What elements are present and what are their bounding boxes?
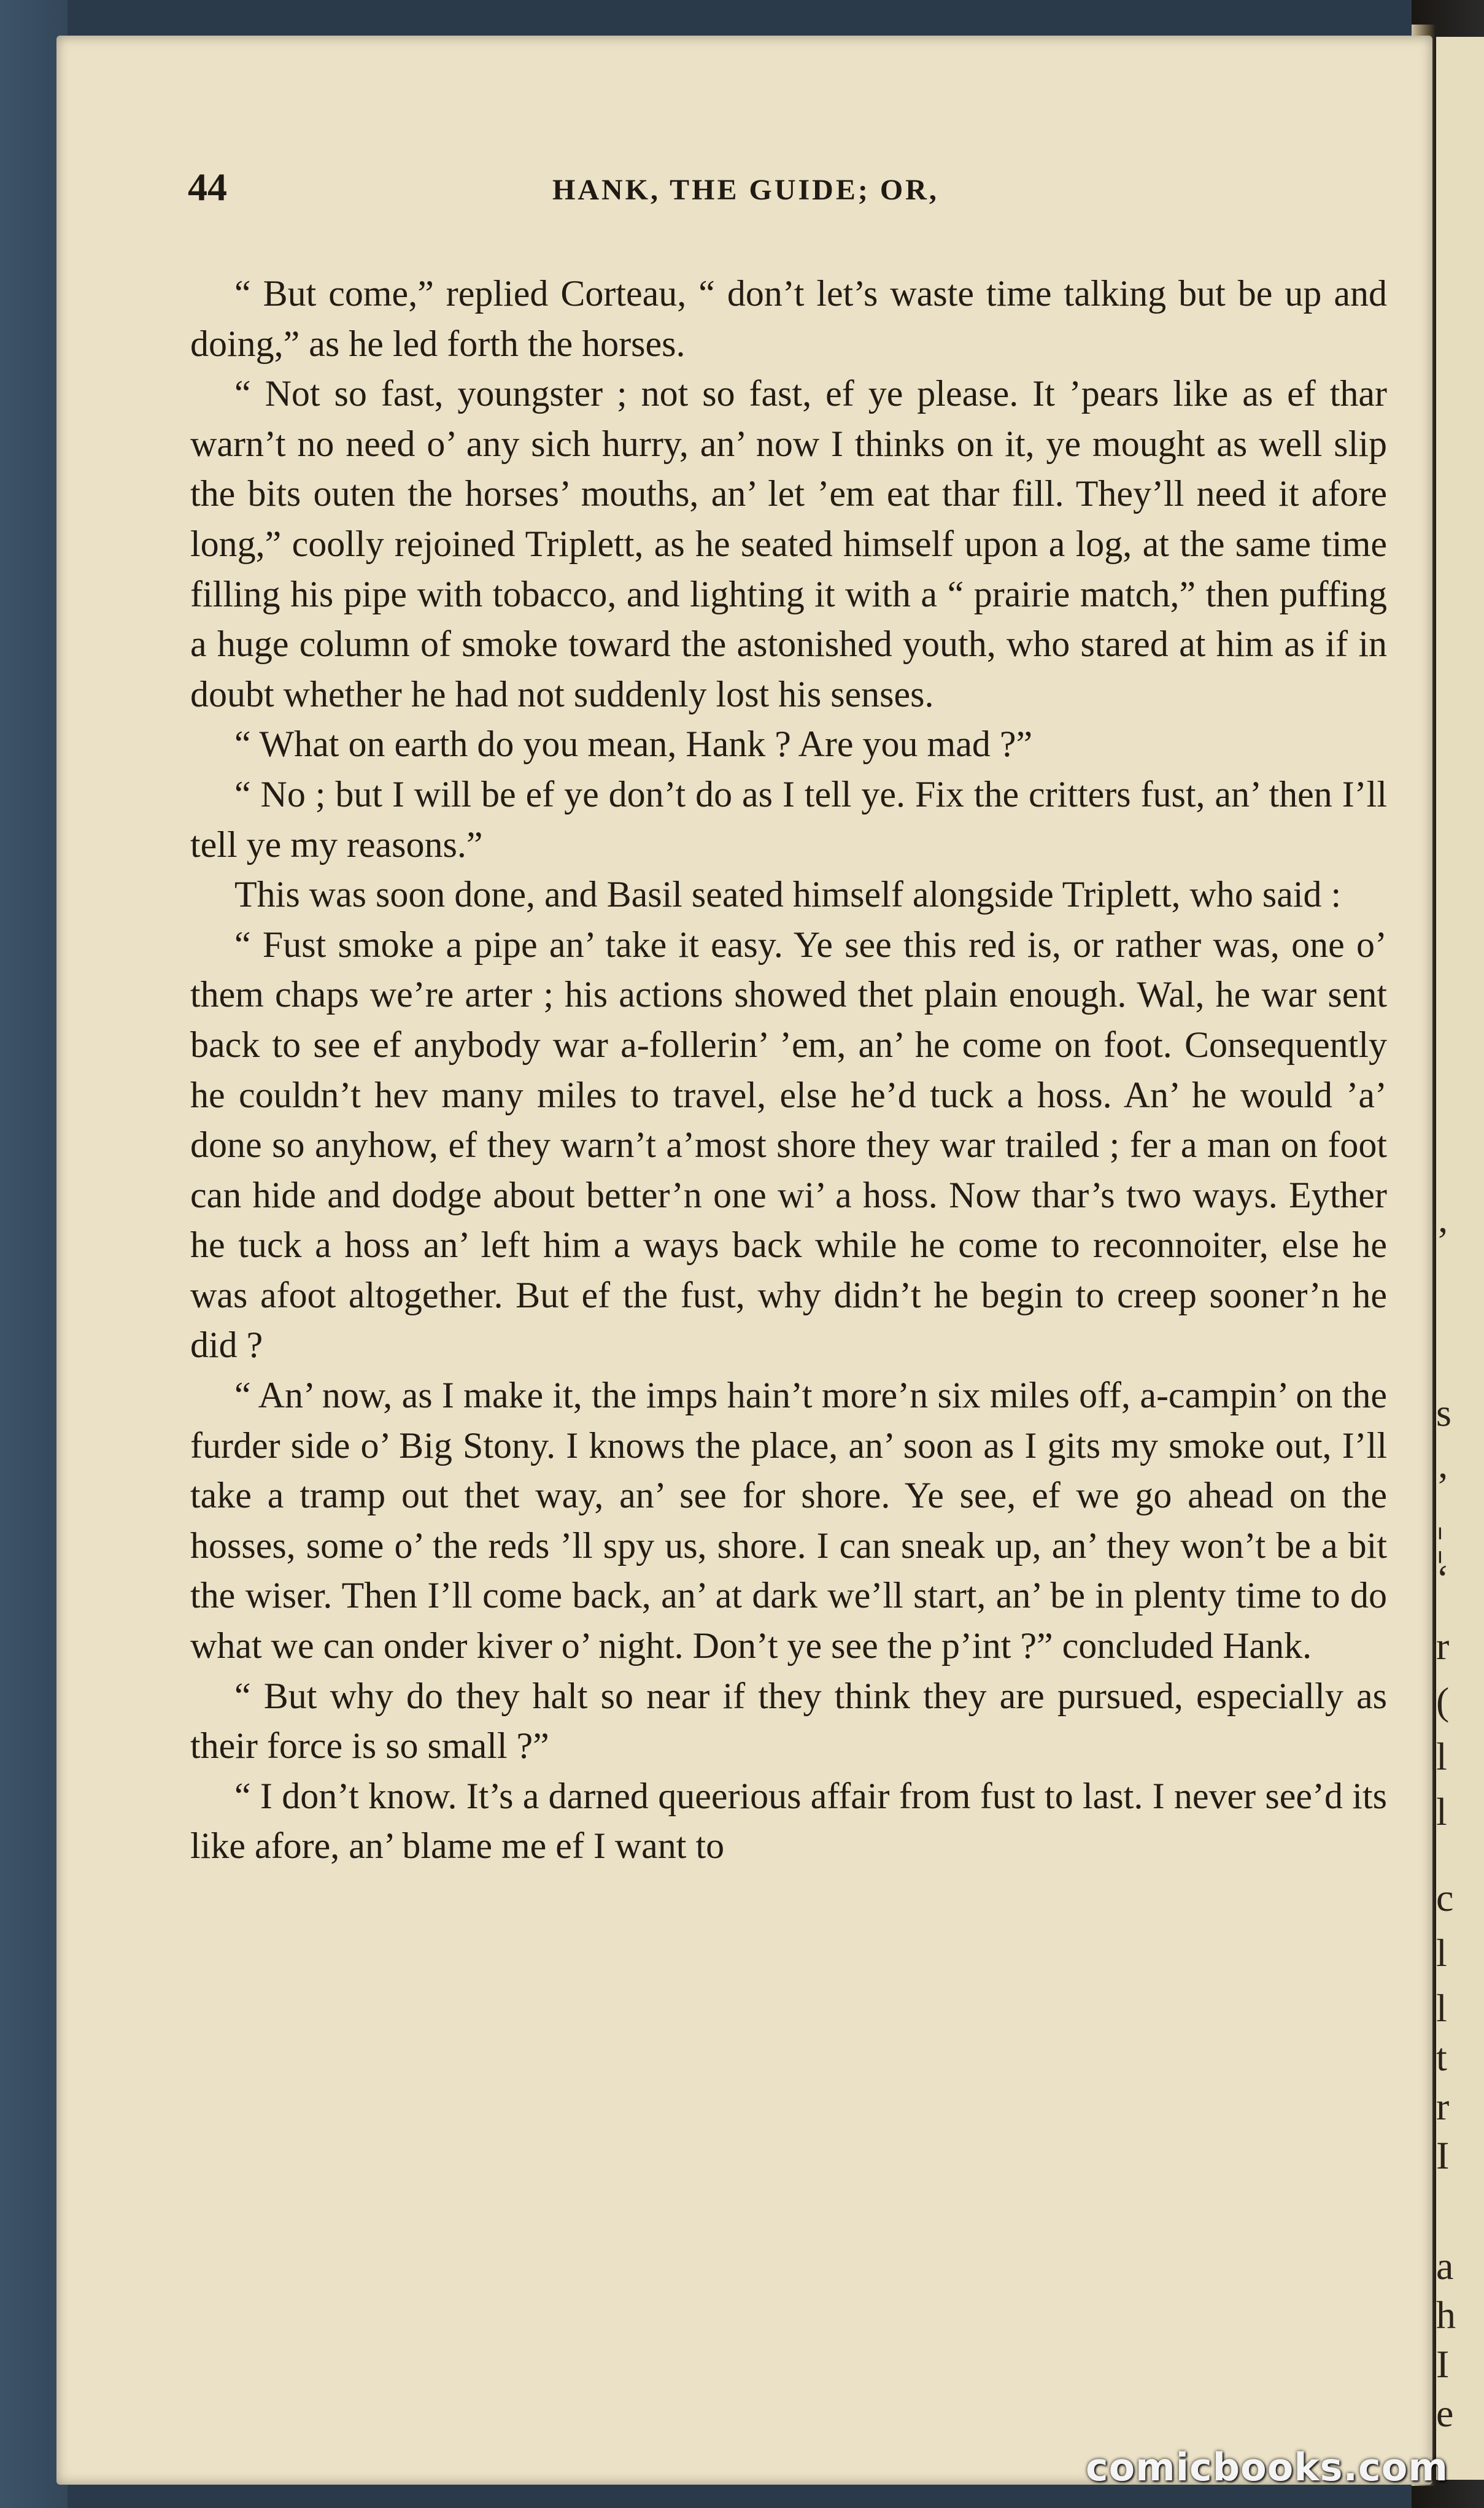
next-page-fragment: l bbox=[1436, 1790, 1447, 1833]
page-header bbox=[172, 161, 1387, 216]
page-number: 44 bbox=[188, 165, 227, 209]
next-page-fragment: h bbox=[1436, 2293, 1456, 2337]
watermark: comicbooks.com bbox=[1085, 2445, 1448, 2490]
next-page-fragment: s bbox=[1436, 1391, 1451, 1434]
paragraph: “ What on earth do you mean, Hank ? Are you mad ?” bbox=[234, 724, 1033, 765]
running-head: HANK, THE GUIDE; OR, bbox=[552, 174, 939, 206]
paragraph: “ I don’t know. It’s a darned queerious affair from fust to last. I never see’d its like afore, an’ blame me ef I want to bbox=[190, 1775, 1387, 1867]
paragraph: “ Not so fast, youngster ; not so fast, ef ye please. It ’pears like as ef thar warn’t no need o’ any sich hurry, an’ now I thinks on it, ye mought as well slip the bits outen the horses’ mouths, an’ let ’em eat thar fill. They’ll need it afore long,” coolly rejoined Triplett, as he seated himself upon a log, at the same time filling his pipe with tobacco, and lighting it with a “ prairie match,” then puffing a huge column of smoke toward the astonished youth, who stared at him as if in doubt whether he had not suddenly lost his senses. bbox=[190, 373, 1387, 714]
next-page-fragment: ¦ bbox=[1436, 1520, 1444, 1563]
next-page-fragment: ‘ bbox=[1436, 1557, 1450, 1600]
paragraph: “ But come,” replied Corteau, “ don’t let’s waste time talking but be up and doing,” as he led forth the horses. bbox=[190, 273, 1387, 364]
paragraph: “ An’ now, as I make it, the imps hain’t more’n six miles off, a-campin’ on the furder side o’ Big Stony. I knows the place, an’ soon as I gits my smoke out, I’ll take a tramp out thet way, an’ see for shore. Ye see, ef we go ahead on the hosses, some o’ the reds ’ll spy us, shore. I can sneak up, an’ they won’t be a bit the wiser. Then I’ll come back, an’ at dark we’ll start, an’ be in plenty time to do what we can onder kiver o’ night. Don’t ye see the p’int ?” concluded Hank. bbox=[190, 1375, 1387, 1666]
body-text bbox=[190, 269, 1387, 1871]
next-page-fragment: ’ bbox=[1436, 1219, 1450, 1263]
next-page-fragment: I bbox=[1436, 2342, 1450, 2386]
adjacent-page-edge bbox=[1436, 37, 1484, 2480]
paragraph: “ Fust smoke a pipe an’ take it easy. Ye see this red is, or rather was, one o’ them chaps we’re arter ; his actions showed thet plain enough. Wal, he war sent back to see ef anybody war a-follerin’ ’em, an’ he come on foot. Consequently he couldn’t hev many miles to travel, else he’d tuck a hoss. An’ he would ’a’ done so anyhow, ef they warn’t a’most shore they war trailed ; fer a man on foot can hide and dodge about better’n one wi’ a hoss. Now thar’s two ways. Eyther he tuck a hoss an’ left him a ways back while he come to reconnoiter, else he was afoot altogether. But ef the fust, why didn’t he begin to creep sooner’n he did ? bbox=[190, 924, 1387, 1366]
next-page-fragment: ’ bbox=[1436, 1465, 1450, 1508]
next-page-fragment: c bbox=[1436, 1876, 1454, 1919]
next-page-fragment: t bbox=[1436, 2035, 1447, 2079]
paragraph: This was soon done, and Basil seated himself alongside Triplett, who said : bbox=[234, 874, 1342, 915]
paragraph: “ But why do they halt so near if they think they are pursued, especially as their force is so small ?” bbox=[190, 1675, 1387, 1767]
next-page-fragment: ( bbox=[1436, 1679, 1450, 1723]
next-page-fragment: l bbox=[1436, 1931, 1447, 1975]
paragraph: “ No ; but I will be ef ye don’t do as I tell ye. Fix the critters fust, an’ then I’ll tell ye my reasons.” bbox=[190, 773, 1387, 865]
next-page-fragment: l bbox=[1436, 1735, 1447, 1778]
next-page-fragment: I bbox=[1436, 2134, 1450, 2177]
next-page-fragment: l bbox=[1436, 1986, 1447, 2030]
next-page-fragment: r bbox=[1436, 1624, 1450, 1668]
next-page-fragment: e bbox=[1436, 2391, 1454, 2435]
next-page-fragment: a bbox=[1436, 2244, 1454, 2288]
next-page-fragment: r bbox=[1436, 2084, 1450, 2128]
